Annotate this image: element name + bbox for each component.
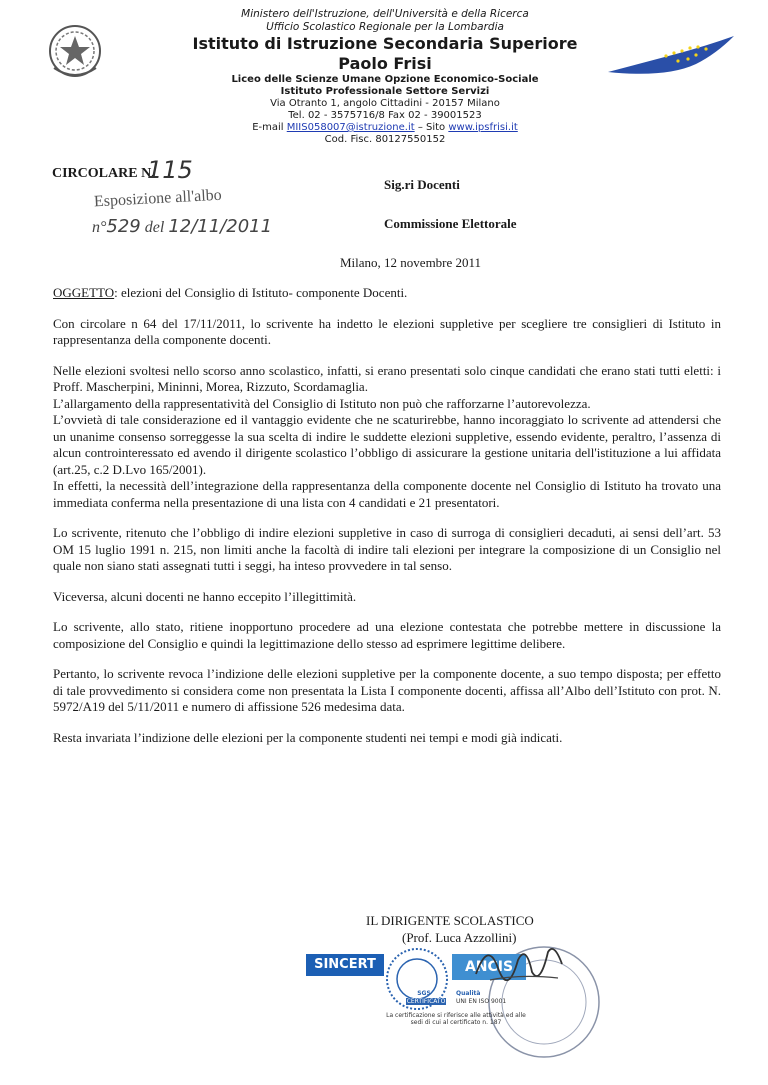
email-prefix: E-mail (252, 122, 287, 133)
certification-details (346, 990, 526, 1030)
paragraph-4: Viceversa, alcuni docenti ne hanno eccepito l’illegittimità. (53, 588, 357, 604)
italian-republic-emblem-icon (46, 20, 104, 82)
circolare-number-handwritten: 115 (147, 156, 193, 184)
regional-office: Ufficio Scolastico Regionale per la Lombardia (266, 21, 504, 33)
paragraph-6: Pertanto, lo scrivente revoca l’indizione delle elezioni suppletive per la componente docente, a suo tempo disposta; per effetto di tale provvedimento si considera come non presentata la Lista I componente docenti, affissa all’Albo dell’Istituto con prot. N. 5972/A19 del 5/11/2011 e numero di affissione 526 medesima data. (53, 666, 721, 714)
albo-stamp-line (92, 216, 272, 237)
fiscal-code: Cod. Fisc. 80127550152 (324, 134, 446, 145)
signature-role: IL DIRIGENTE SCOLASTICO (366, 913, 534, 928)
email-link[interactable]: MIIS058007@istruzione.it (286, 122, 415, 133)
recipient-commissione: Commissione Elettorale (384, 216, 517, 231)
paragraph-2c: L’ovvietà di tale considerazione ed il vantaggio evidente che ne scaturirebbe, hanno incoraggiato lo scrivente ad attendersi che un unanime consenso sorreggesse la sua scelta di indire le suddette elezioni suppletive, essendo evidente, peraltro, l’assenza di alcun controinteressato ed avendo il dirigente scolastico l’obbligo di assicurare la gestione unitaria dell'istituzione a lui affidata (art.25, c.2 D.Lvo 165/2001). (53, 412, 721, 477)
website-link[interactable]: www.ipsfrisi.it (448, 122, 518, 133)
paragraph-2b: L’allargamento della rappresentatività del Consiglio di Istituto non può che rafforzarne l’autorevolezza. (53, 395, 591, 411)
albo-prefix: n° (92, 219, 107, 236)
oggetto-text: : elezioni del Consiglio di Istituto- componente Docenti. (114, 285, 408, 300)
ministry: Ministero dell'Istruzione, dell'Università e della Ricerca (241, 8, 529, 20)
certification-note: La certificazione si riferisce alle attività ed alle sedi di cui al certificato n. 187 (386, 1012, 526, 1026)
sincert-logo: SINCERT (306, 954, 384, 976)
letterhead (150, 8, 620, 146)
school-name: Paolo Frisi (338, 54, 432, 73)
qualita-label: Qualità (456, 990, 481, 997)
albo-number: 529 (106, 216, 141, 237)
recipient-docenti: Sig.ri Docenti (384, 177, 460, 192)
site-prefix: – Sito (414, 122, 449, 133)
oggetto-label: OGGETTO (53, 285, 115, 300)
norm-label: UNI EN ISO 9001 (456, 998, 507, 1005)
paragraph-2a: Nelle elezioni svoltesi nello scorso anno scolastico, infatti, si erano presentati solo cinque candidati che erano stati tutti eletti: i Proff. Mascherpini, Mininni, Morea, Rizzuto, Scordamaglia. (53, 362, 721, 394)
albo-stamp-title: Esposizione all'albo (93, 186, 223, 211)
letter-body (53, 285, 721, 760)
albo-date: 12/11/2011 (168, 216, 273, 237)
ancis-logo: ANCIS (452, 954, 526, 980)
phone-line: Tel. 02 - 3575716/8 Fax 02 - 39001523 (288, 110, 482, 121)
paragraph-5: Lo scrivente, allo stato, ritiene inopportuno procedere ad una elezione contestata che potrebbe mettere in discussione la composizione del Consiglio e quindi la legittimazione dello stesso ad esprimere legittime delibere. (53, 619, 721, 651)
circolare-label: CIRCOLARE N. (52, 166, 155, 181)
paragraph-1: Con circolare n 64 del 17/11/2011, lo scrivente ha indetto le elezioni suppletive per scegliere tre consiglieri di Istituto in rappresentanza della componente docenti. (53, 315, 721, 347)
signature-name: (Prof. Luca Azzollini) (402, 930, 517, 945)
eu-flag-icon (606, 34, 736, 84)
sgs-label: SGS (417, 990, 431, 997)
institute-name: Istituto di Istruzione Secondaria Superiore (192, 34, 578, 53)
address-line: Via Otranto 1, angolo Cittadini - 20157 Milano (270, 98, 500, 109)
contact-line (150, 122, 620, 134)
paragraph-7: Resta invariata l’indizione delle elezioni per la componente studenti nei tempi e modi già indicati. (53, 729, 563, 745)
paragraph-3: Lo scrivente, ritenuto che l’obbligo di indire elezioni suppletive in caso di surroga di consiglieri decaduti, ai sensi dell’art. 53 OM 15 luglio 1991 n. 215, non limiti anche la facoltà di indire tali elezioni per integrare la composizione di un Consiglio nel quale non siano stati assegnati tutti i seggi, ha inteso provvedere in tal senso. (53, 525, 721, 573)
liceo-line: Liceo delle Scienze Umane Opzione Economico-Sociale (231, 74, 539, 85)
oggetto-paragraph (53, 285, 721, 302)
document-date: Milano, 12 novembre 2011 (340, 255, 482, 270)
handwritten-signature-icon (470, 934, 570, 994)
paragraph-2d: In effetti, la necessità dell’integrazione della rappresentanza della componente docente nel Consiglio di Istituto ha trovato una immediata conferma nella presentazione di una lista con 4 candidati e 21 presentatori. (53, 478, 721, 510)
albo-del: del (144, 219, 165, 236)
certificato-label: CERTIFICATO (406, 998, 446, 1005)
professionale-line: Istituto Professionale Settore Servizi (280, 86, 490, 97)
